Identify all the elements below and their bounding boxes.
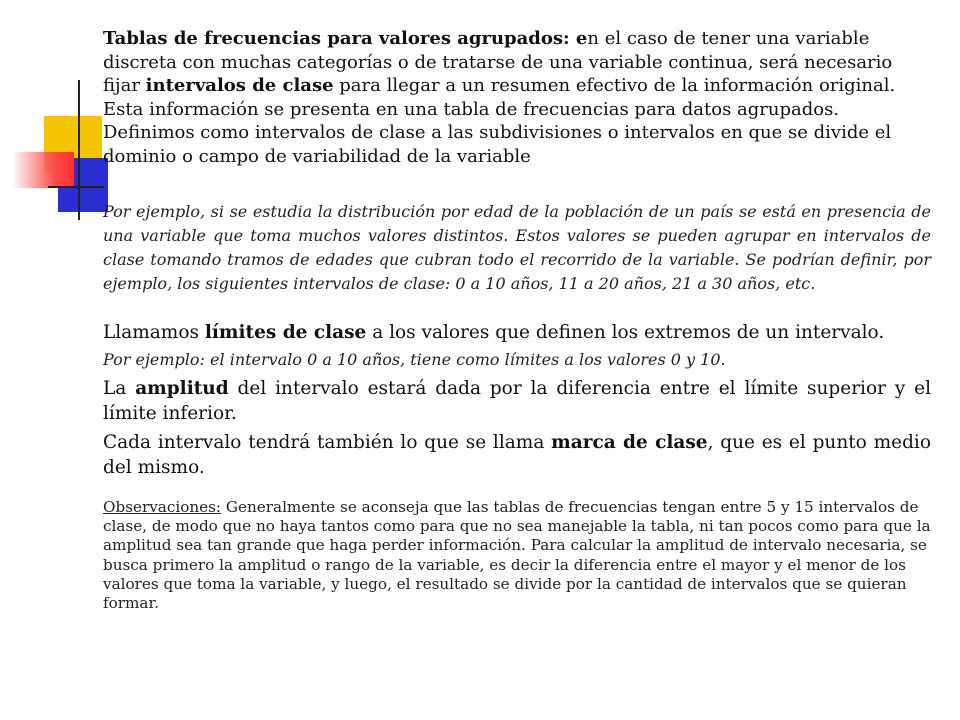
- definition-text: Definimos como intervalos de clase a las subdivisiones o intervalos en que se divide el dominio o campo de variabilidad de la variable: [103, 122, 892, 167]
- intro-paragraph: [103, 27, 931, 168]
- example-limits-paragraph: [103, 349, 931, 371]
- example-limits-text: Por ejemplo: el intervalo 0 a 10 años, tiene como límites a los valores 0 y 10.: [103, 350, 726, 369]
- class-mark-paragraph: [103, 430, 931, 480]
- example-ages-paragraph: [103, 200, 931, 296]
- amplitude-paragraph: [103, 376, 931, 426]
- amplitude-pre: La: [103, 378, 136, 399]
- example-ages-text: Por ejemplo, si se estudia la distribución por edad de la población de un país se está en presencia de una variable que toma muchos valores distintos. Estos valores se pueden agrupar en intervalos de clase tomando tramos de edades que cubran todo el recorrido de la variable. Se podrían definir, por ejemplo, los siguientes intervalos de clase: 0 a 10 años, 11 a 20 años, 21 a 30 años, etc.: [103, 202, 931, 293]
- limits-pre: Llamamos: [103, 322, 205, 343]
- observations-text: Generalmente se aconseja que las tablas de frecuencias tengan entre 5 y 15 intervalos de clase, de modo que no haya tantos como para que no sea manejable la tabla, ni tan pocos como para que la amplitud sea tan grande que haga perder información. Para calcular la amplitud de intervalo necesaria, se busca primero la amplitud o rango de la variable, es decir la diferencia entre el mayor y el menor de los valores que toma la variable, y luego, el resultado se divide por la cantidad de intervalos que se quieran formar.: [103, 498, 931, 613]
- limits-paragraph: [103, 320, 931, 345]
- intro-text-continued: para llegar a un resumen efectivo de la información original. Esta información se presenta en una tabla de frecuencias para datos agrupados.: [103, 75, 896, 120]
- observations-label: Observaciones:: [103, 498, 222, 516]
- decorative-vertical-line: [78, 80, 80, 220]
- limits-post: a los valores que definen los extremos de un intervalo.: [366, 322, 885, 343]
- decorative-red-bar: [12, 152, 74, 188]
- intro-keyword-intervals: intervalos de clase: [145, 75, 334, 96]
- intro-text: n el caso de tener una variable discreta con muchas categorías o de tratarse de una variable continua, será necesario fijar: [103, 28, 893, 96]
- mark-post: , que es el punto medio del mismo.: [103, 432, 931, 478]
- intro-heading: Tablas de frecuencias para valores agrupados: e: [103, 28, 588, 49]
- amplitude-post: del intervalo estará dada por la diferencia entre el límite superior y el límite inferior.: [103, 378, 931, 424]
- limits-keyword: límites de clase: [204, 322, 367, 343]
- amplitude-keyword: amplitud: [135, 378, 229, 399]
- decorative-horizontal-line: [48, 186, 104, 188]
- mark-pre: Cada intervalo tendrá también lo que se llama: [103, 432, 552, 453]
- observations-paragraph: [103, 498, 931, 613]
- mark-keyword: marca de clase: [551, 432, 708, 453]
